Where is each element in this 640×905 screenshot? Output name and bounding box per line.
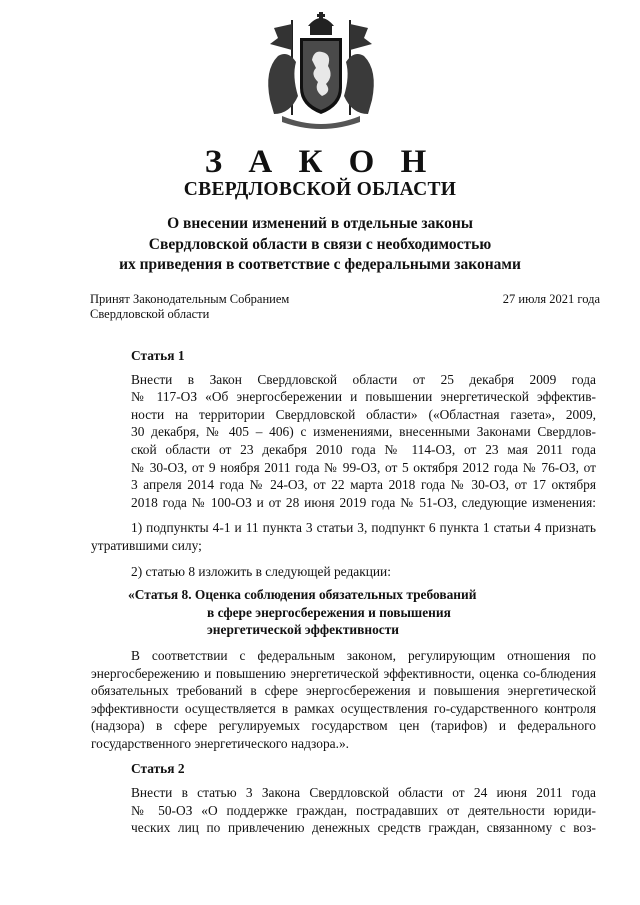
text-line: № 50-ОЗ «О поддержке граждан, пострадавших от деятельности юриди- (131, 802, 596, 818)
quote-title-line: в сфере энергосбережения и повышения (207, 604, 451, 620)
article-1-item-1: 1) подпункты 4-1 и 11 пункта 3 статьи 3, подпункт 6 пункта 1 статьи 4 признать утратившими силу; (91, 520, 596, 553)
text-line: 2018 года № 100-ОЗ и от 28 июня 2019 года № 51-ОЗ, следующие изменения: (131, 494, 596, 510)
article-1-item-2: 2) статью 8 изложить в следующей редакции: (131, 563, 391, 579)
heading-line: их приведения в соответствие с федеральными законами (119, 256, 521, 273)
heading-line: О внесении изменений в отдельные законы (167, 215, 473, 232)
text-line: ской области от 23 декабря 2010 года № 114-ОЗ, от 23 мая 2011 года (131, 441, 596, 457)
adoption-info (90, 292, 289, 322)
adoption-line: Свердловской области (90, 307, 210, 321)
adoption-date: 27 июля 2021 года (502, 292, 600, 306)
article-2-title: Статья 2 (131, 761, 185, 777)
quoted-article-8-title (91, 586, 596, 639)
quoted-article-8-text: В соответствии с федеральным законом, регулирующим отношения по энергосбережению и повышению энергетической эффективности, оценка со-блюдения обязательных требований в сфере энергосбережения и повышения энергетической эффективности осуществляется в рамках осуществления го-сударственного контроля (надзора) в сфере регулируемых государством цен (тарифов) и федерального государственного энергетического надзора.». (91, 647, 596, 751)
text-line: Внести в Закон Свердловской области от 25 декабря 2009 года (131, 371, 596, 387)
text-line: № 117-ОЗ «Об энергосбережении и повышении энергетической эффектив- (131, 389, 596, 405)
document-type-title: З А К О Н (204, 144, 436, 180)
adoption-line: Принят Законодательным Собранием (90, 292, 290, 306)
text-line: ности на территории Свердловской области» («Областная газета», 2009, (131, 406, 596, 422)
quote-title-line: энергетической эффективности (207, 622, 399, 638)
text-line: № 30-ОЗ, от 9 ноября 2011 года № 99-ОЗ, от 5 октября 2012 года № 76-ОЗ, от (131, 459, 596, 475)
document-body (91, 347, 596, 837)
heading-line: Свердловской области в связи с необходимостью (148, 235, 492, 253)
article-2-intro (91, 784, 596, 837)
coat-of-arms-emblem (262, 10, 380, 130)
quote-title-line: «Статья 8. Оценка соблюдения обязательных требований (128, 587, 477, 603)
law-heading (0, 214, 640, 276)
article-1-intro (91, 371, 596, 512)
article-1-title: Статья 1 (131, 348, 185, 363)
region-subtitle: СВЕРДЛОВСКОЙ ОБЛАСТИ (183, 179, 457, 200)
text-line: Внести в статью 3 Закона Свердловской области от 24 июня 2011 года (131, 785, 596, 801)
text-line: 30 декабря, № 405 – 406) с изменениями, внесенными Законами Свердлов- (131, 424, 596, 440)
text-line: 3 апреля 2014 года № 24-ОЗ, от 22 марта 2018 года № 30-ОЗ, от 17 октября (131, 477, 596, 493)
text-line: ческих лиц по привлечению денежных средств граждан, связанному с воз- (131, 820, 596, 836)
